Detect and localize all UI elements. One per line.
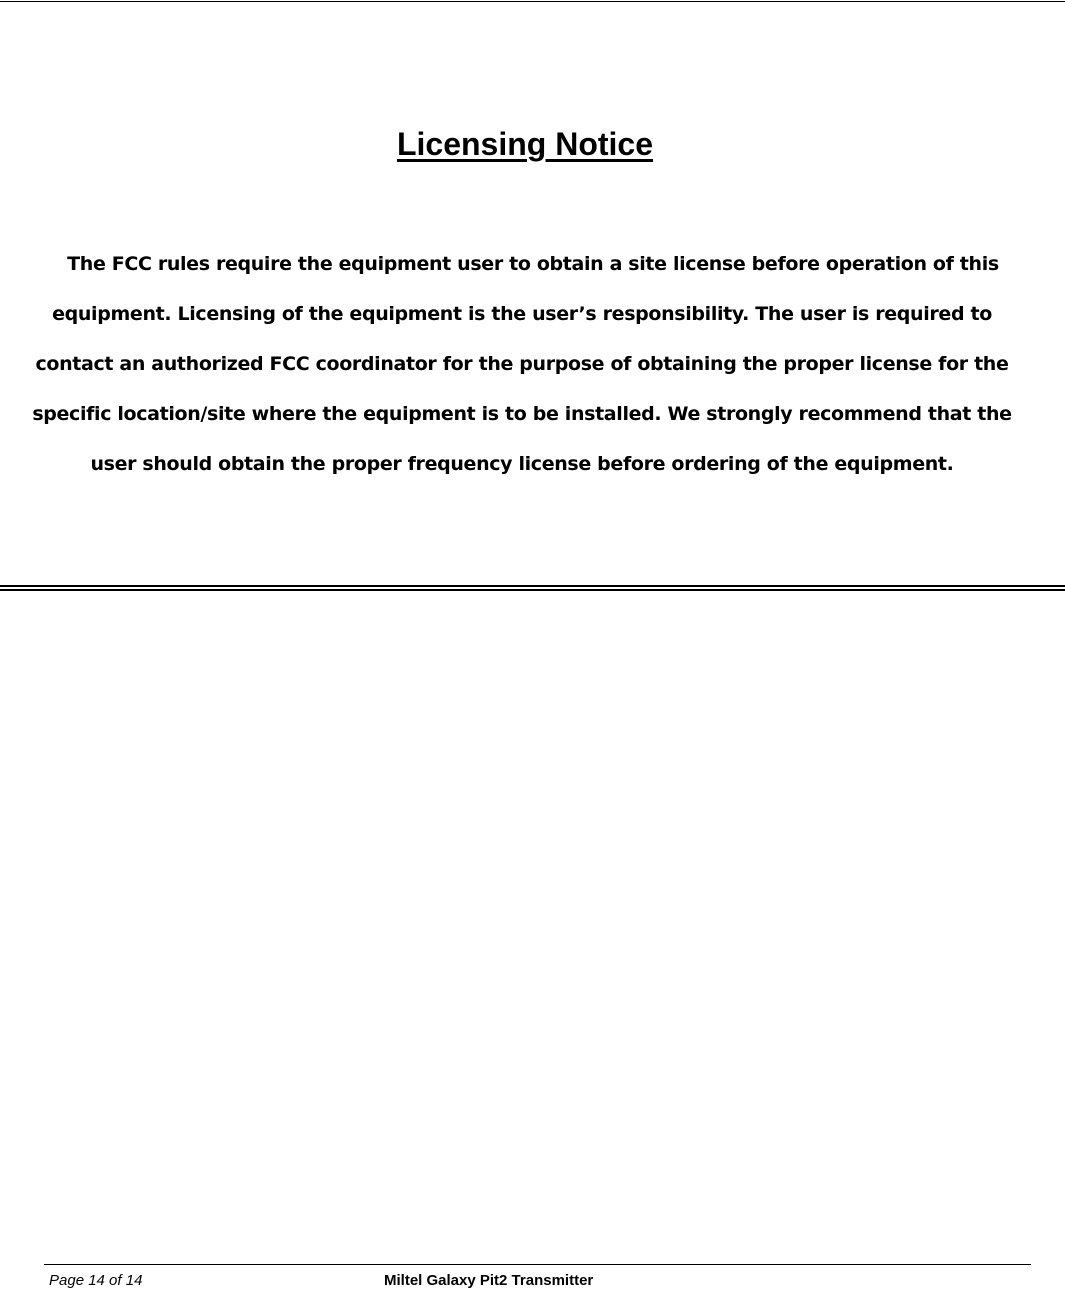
paragraph-line-5: user should obtain the proper frequency license before ordering of the equipment. [90,453,954,475]
paragraph-line-1: The FCC rules require the equipment user to obtain a site license before operation of this [67,253,999,275]
paragraph-line-4: specific location/site where the equipment is to be installed. We strongly recommend that the [32,403,1012,425]
page-title-text: Licensing Notice [396,126,654,162]
top-rule [0,1,1065,2]
paragraph-line-2: equipment. Licensing of the equipment is the user’s responsibility. The user is required to [52,303,992,325]
footer-page-number: Page 14 of 14 [49,1272,143,1289]
footer-document-title: Miltel Galaxy Pit2 Transmitter [384,1272,594,1289]
paragraph-line-3: contact an authorized FCC coordinator for the purpose of obtaining the proper license for the [35,353,1009,375]
section-divider [0,585,1065,591]
divider-line-bottom [0,589,1065,591]
footer-rule [44,1264,1031,1265]
page-title [0,124,1050,164]
divider-line-top [0,585,1065,587]
